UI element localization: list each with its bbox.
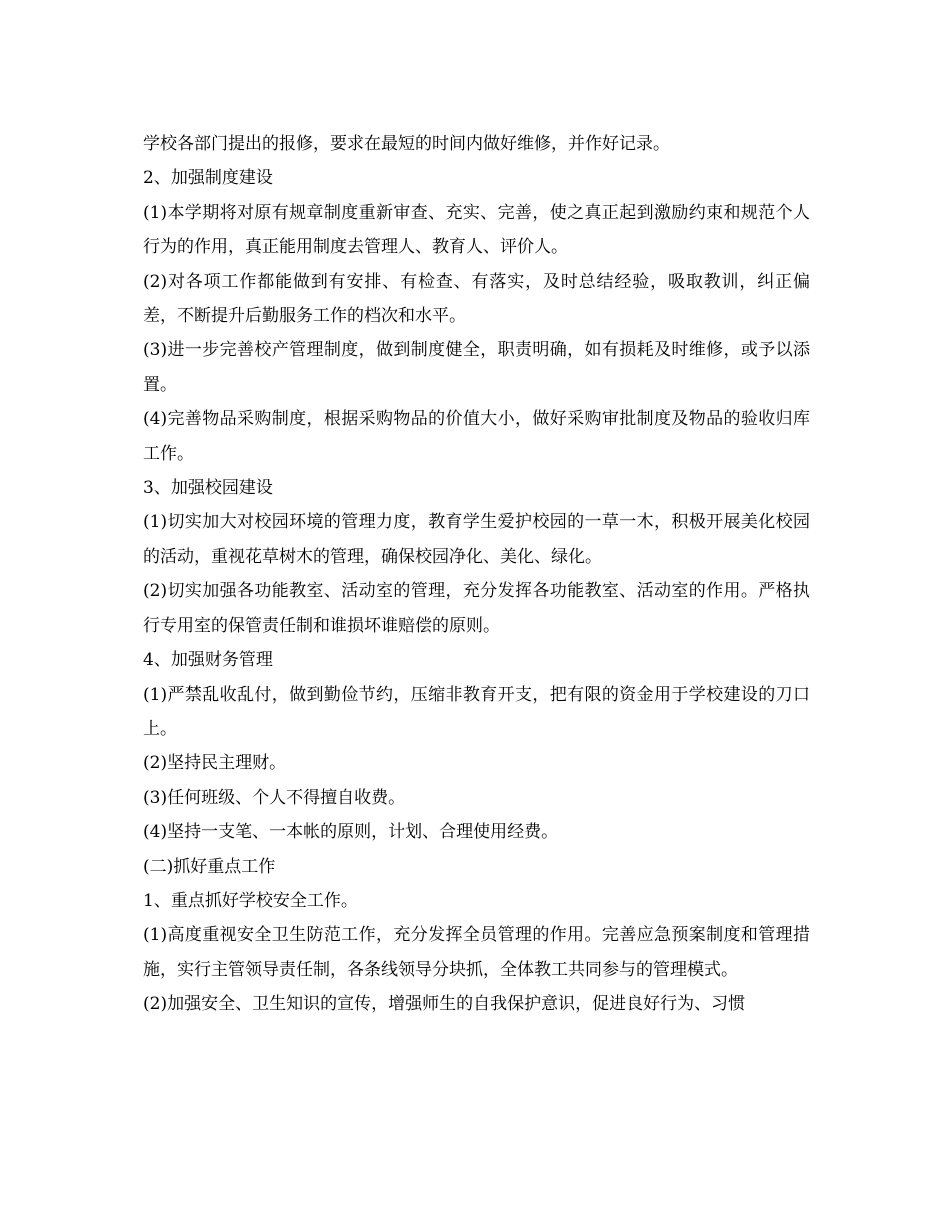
paragraph: 学校各部门提出的报修，要求在最短的时间内做好维修，并作好记录。 [143,134,670,154]
section-heading: 3、加强校园建设 [143,478,273,499]
paragraph: (3)任何班级、个人不得擅自收费。 [143,787,406,808]
paragraph: (1)高度重视安全卫生防范工作，充分发挥全员管理的作用。完善应急预案制度和管理措施，实行主管领导责任制，各条线领导分块抓，全体教工共同参与的管理模式。 [143,925,810,980]
paragraph: (3)进一步完善校产管理制度，做到制度健全，职责明确，如有损耗及时维修，或予以添置。 [143,340,810,395]
paragraph: (4)完善物品采购制度，根据采购物品的价值大小，做好采购审批制度及物品的验收归库工作。 [143,409,810,464]
paragraph: (2)加强安全、卫生知识的宣传，增强师生的自我保护意识，促进良好行为、习惯 [143,994,746,1015]
section-heading: 2、加强制度建设 [143,168,273,189]
paragraph: (2)切实加强各功能教室、活动室的管理，充分发挥各功能教室、活动室的作用。严格执行专用室的保管责任制和谁损坏谁赔偿的原则。 [143,581,810,636]
paragraph: (2)坚持民主理财。 [143,753,287,774]
paragraph: (1)本学期将对原有规章制度重新审查、充实、完善，使之真正起到激励约束和规范个人行为的作用，真正能用制度去管理人、教育人、评价人。 [143,202,810,258]
section-heading: (二)抓好重点工作 [143,856,276,877]
document-body [143,127,810,1022]
subsection-heading: 1、重点抓好学校安全工作。 [143,890,358,911]
paragraph: (2)对各项工作都能做到有安排、有检查、有落实，及时总结经验，吸取教训，纠正偏差，不断提升后勤服务工作的档次和水平。 [143,271,810,327]
paragraph: (1)切实加大对校园环境的管理力度，教育学生爱护校园的一草一木，积极开展美化校园的活动，重视花草树木的管理，确保校园净化、美化、绿化。 [143,512,810,567]
section-heading: 4、加强财务管理 [143,650,273,671]
paragraph: (1)严禁乱收乱付，做到勤俭节约，压缩非教育开支，把有限的资金用于学校建设的刀口上。 [143,684,810,739]
paragraph: (4)坚持一支笔、一本帐的原则，计划、合理使用经费。 [143,822,559,843]
